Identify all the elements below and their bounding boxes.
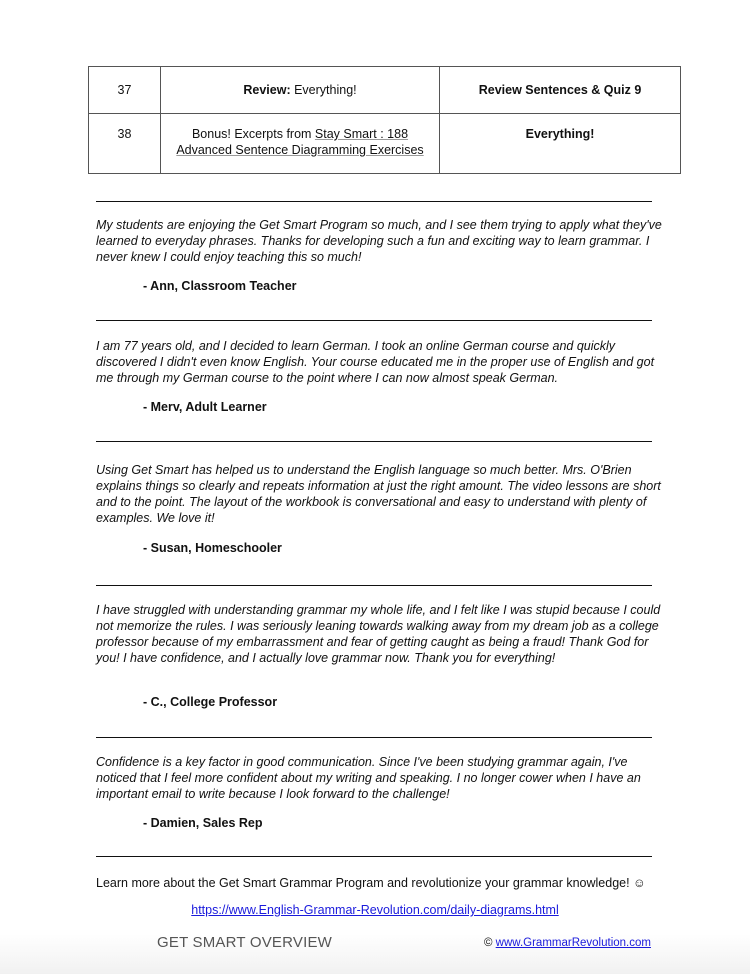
testimonial-quote: Confidence is a key factor in good communication. Since I've been studying grammar again, I've noticed that I feel more confident about my writing and speaking. I no longer cower when I have an important email to write because I look forward to the challenge! (96, 755, 641, 801)
lesson-practice (440, 67, 681, 114)
practice-text: Review Sentences & Quiz 9 (478, 83, 642, 97)
topic-text: Bonus! Excerpts from (191, 127, 315, 141)
book-link[interactable]: Stay Smart : 188 (314, 127, 409, 141)
site-link[interactable]: www.GrammarRevolution.com (495, 937, 651, 949)
testimonial-author: - C., College Professor (143, 695, 278, 709)
lesson-practice (440, 114, 681, 174)
lesson-table (88, 66, 681, 174)
divider (96, 441, 652, 442)
daily-diagrams-link-wrap (0, 903, 750, 917)
lesson-topic (161, 67, 440, 114)
testimonial-author: - Susan, Homeschooler (143, 541, 282, 555)
testimonial-author: - Ann, Classroom Teacher (143, 279, 297, 293)
testimonial-quote: Using Get Smart has helped us to understand the English language so much better. Mrs. O'Brien explains things so clearly and repeats information at just the right amount. The video lessons are short and to the point. The layout of the workbook is conversational and easy to understand with plenty of examples. We love it! (96, 463, 661, 525)
lesson-topic (161, 114, 440, 174)
practice-text: Everything! (525, 127, 595, 141)
testimonial-quote: I am 77 years old, and I decided to learn German. I took an online German course and quickly discovered I didn't even know English. Your course educated me in the proper use of English and got me through my German course to the point where I can now almost speak German. (96, 339, 655, 385)
testimonial-author: - Merv, Adult Learner (143, 400, 267, 414)
testimonial-quote: My students are enjoying the Get Smart Program so much, and I see them trying to apply what they've learned to everyday phrases. Thanks for developing such a fun and exciting way to learn grammar. I never knew I could enjoy teaching this so much! (96, 218, 662, 264)
table-row (89, 67, 681, 114)
lesson-number: 38 (89, 114, 161, 174)
copyright-symbol: © (484, 937, 496, 949)
divider (96, 737, 652, 738)
daily-diagrams-link[interactable]: https://www.English-Grammar-Revolution.com/daily-diagrams.html (191, 903, 559, 917)
divider (96, 585, 652, 586)
footer-copyright (484, 937, 651, 949)
learn-more-text: Learn more about the Get Smart Grammar Program and revolutionize your grammar knowledge! ☺ (96, 876, 646, 890)
table-row (89, 114, 681, 174)
testimonial-quote: I have struggled with understanding grammar my whole life, and I felt like I was stupid because I could not memorize the rules. I was seriously leaning towards walking away from my dream job as a college professor because of my embarrassment and fear of getting caught as being a fraud! Thank God for you! I have confidence, and I actually love grammar now. Thank you for everything! (96, 603, 661, 665)
book-link-continued[interactable]: Advanced Sentence Diagramming Exercises (176, 143, 424, 157)
divider (96, 856, 652, 857)
lesson-number: 37 (89, 67, 161, 114)
divider (96, 201, 652, 202)
topic-label: Review: (243, 83, 291, 97)
divider (96, 320, 652, 321)
topic-text: Everything! (290, 83, 357, 97)
testimonial-author: - Damien, Sales Rep (143, 816, 263, 830)
footer-title: GET SMART OVERVIEW (157, 934, 333, 951)
